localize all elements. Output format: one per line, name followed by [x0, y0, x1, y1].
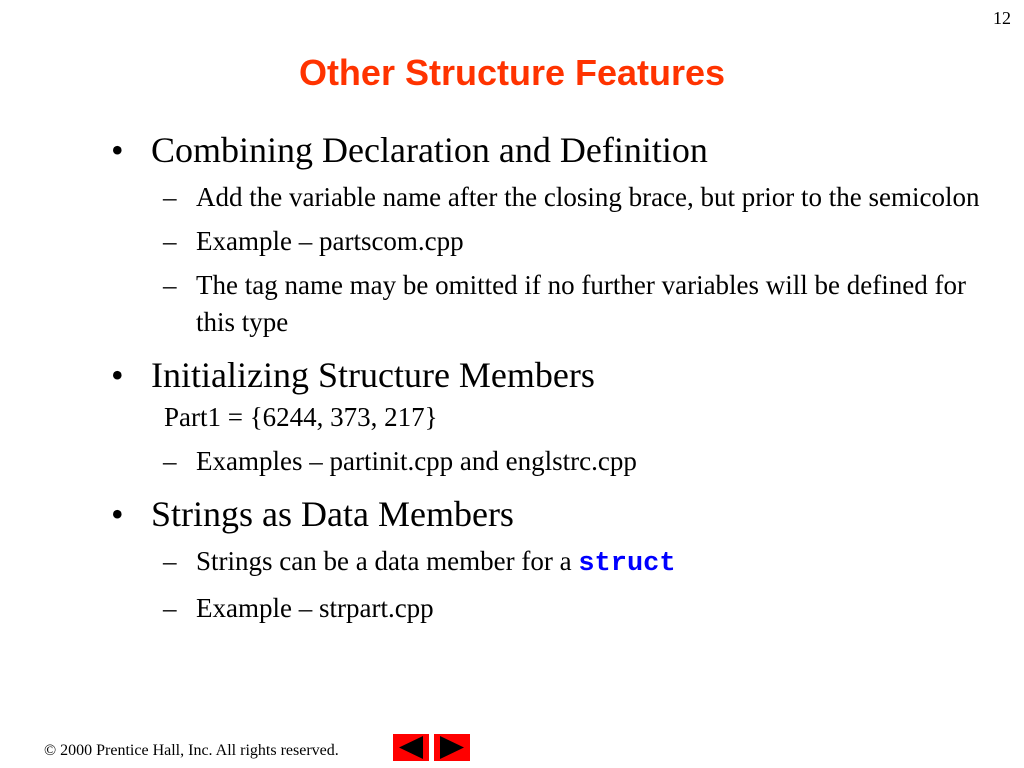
dash-icon: – [163, 546, 177, 576]
bullet-strings-data-members [108, 492, 984, 536]
next-slide-button[interactable] [434, 734, 470, 761]
bullet-icon: • [111, 130, 124, 170]
bullet-initializing-members [108, 353, 984, 397]
bullet-text: Strings as Data Members [151, 494, 514, 534]
bullet-icon: • [111, 494, 124, 534]
sub-item [108, 443, 984, 480]
struct-keyword: struct [578, 549, 676, 579]
sub-item [108, 543, 984, 583]
left-arrow-icon [393, 734, 429, 761]
sub-item-text: Add the variable name after the closing brace, but prior to the semicolon [196, 182, 980, 212]
dash-icon: – [163, 593, 177, 623]
sub-item-text: Strings can be a data member for a [196, 546, 579, 576]
slide-title: Other Structure Features [298, 52, 726, 93]
slide-content [108, 128, 984, 627]
bullet-text: Initializing Structure Members [151, 355, 595, 395]
bullet-text: Combining Declaration and Definition [151, 130, 708, 170]
sub-item [108, 590, 984, 627]
sub-item-text: The tag name may be omitted if no further variables will be defined for this type [196, 270, 966, 337]
sub-item [108, 223, 984, 260]
right-arrow-icon [434, 734, 470, 761]
page-number: 12 [993, 8, 1011, 28]
sub-item-text: Examples – partinit.cpp and englstrc.cpp [196, 446, 637, 476]
bullet-combining-declaration [108, 128, 984, 172]
code-example-line: Part1 = {6244, 373, 217} [164, 402, 438, 432]
dash-icon: – [163, 182, 177, 212]
copyright-footer: © 2000 Prentice Hall, Inc. All rights reserved. [44, 742, 339, 759]
sub-item-text: Example – strpart.cpp [196, 593, 434, 623]
sub-item [108, 267, 984, 341]
dash-icon: – [163, 226, 177, 256]
previous-slide-button[interactable] [393, 734, 429, 761]
sub-item-text: Example – partscom.cpp [196, 226, 464, 256]
bullet-icon: • [111, 355, 124, 395]
dash-icon: – [163, 446, 177, 476]
dash-icon: – [163, 270, 177, 300]
sub-item [108, 179, 984, 216]
